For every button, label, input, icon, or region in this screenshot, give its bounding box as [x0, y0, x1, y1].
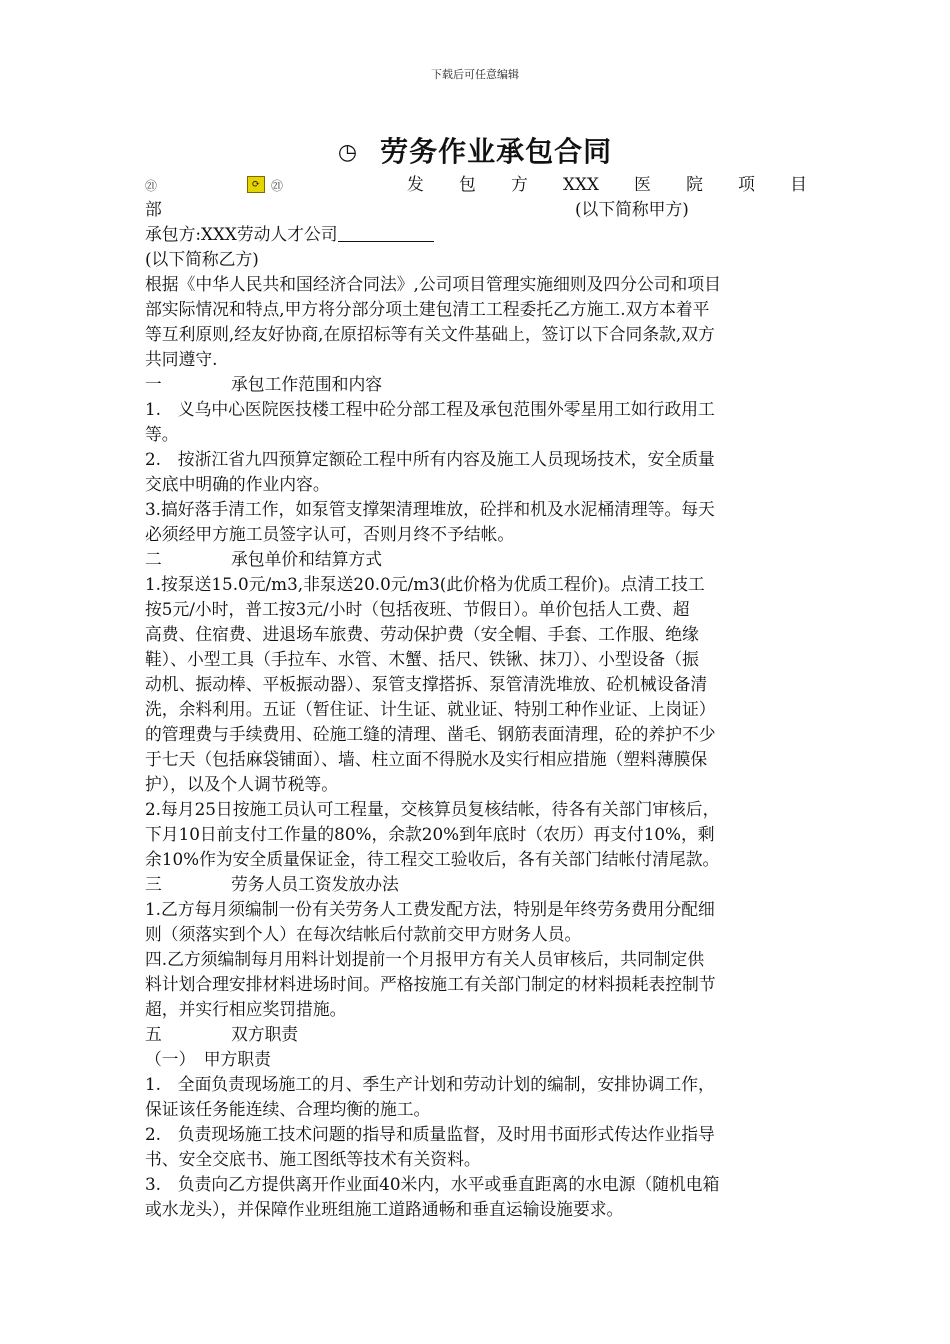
employer-char: 院 [686, 174, 703, 194]
employer-char: XXX [563, 174, 599, 194]
contractor-alias: (以下简称乙方) [145, 249, 259, 269]
section-line: 1.按泵送15.0元/m3,非泵送20.0元/m3(此价格为优质工程价)。点清工技工 [145, 574, 705, 594]
contractor-line [145, 222, 807, 247]
section-line: 1.乙方每月须编制一份有关劳务人工费发配方法，特别是年终劳务费用分配细 [145, 899, 715, 919]
section-line: 超，并实行相应奖罚措施。 [145, 999, 347, 1019]
section-line: 1. 义乌中心医院医技楼工程中砼分部工程及承包范围外零星用工如行政用工 [145, 399, 715, 419]
contract-title [0, 130, 950, 170]
section-line: 或水龙头），并保障作业班组施工道路通畅和垂直运输设施要求。 [145, 1199, 624, 1219]
section-line: 必须经甲方施工员签字认可，否则月终不予结帐。 [145, 524, 515, 544]
employer-cont: 部 [145, 199, 162, 219]
employer-char: 目 [790, 174, 807, 194]
contractor-name: 承包方:XXX劳动人才公司 [145, 224, 338, 244]
section-line: 鞋）、小型工具（手拉车、水管、木蟹、括尺、铁锹、抹刀）、小型设备（振 [145, 649, 699, 669]
section-line: 洗，余料利用。五证（暂住证、计生证、就业证、特别工种作业证、上岗证） [145, 699, 716, 719]
employer-alias: (以下简称甲方) [575, 199, 689, 219]
section-line: 书、安全交底书、施工图纸等技术有关资料。 [145, 1149, 481, 1169]
section-line: 按5元/小时，普工按3元/小时（包括夜班、节假日）。单价包括人工费、超 [145, 599, 690, 619]
section-line: （一） 甲方职责 [145, 1049, 271, 1069]
section-line: 料计划合理安排材料进场时间。严格按施工有关部门制定的材料损耗表控制节 [145, 974, 716, 994]
section-heading [145, 547, 807, 572]
circle-glyph-icon: ㉑ [145, 179, 158, 193]
employer-line [145, 172, 807, 197]
section-line: 余10%作为安全质量保证金，待工程交工验收后，各有关部门结帐付清尾款。 [145, 849, 720, 869]
employer-char: 发 [407, 174, 424, 194]
section-line: 等。 [145, 424, 179, 444]
section-line: 下月10日前支付工作量的80%，余款20%到年底时（农历）再支付10%，剩 [145, 824, 715, 844]
section-heading [145, 872, 807, 897]
section-heading [145, 372, 807, 397]
section-line: 则（须落实到个人）在每次结帐后付款前交甲方财务人员。 [145, 924, 582, 944]
section-line: 四.乙方须编制每月用料计划提前一个月报甲方有关人员审核后，共同制定供 [145, 949, 705, 969]
blank-underline [338, 223, 434, 242]
section-line: 动机、振动棒、平板振动器）、泵管支撑搭拆、泵管清洗堆放、砼机械设备清 [145, 674, 708, 694]
section-number: 二 [145, 549, 162, 569]
title-text: 劳务作业承包合同 [380, 135, 613, 168]
circle-glyph-icon: ㉑ [271, 179, 284, 193]
section-title: 劳务人员工资发放办法 [231, 874, 399, 894]
header-note: 下载后可任意编辑 [431, 68, 519, 81]
contract-sections [145, 372, 807, 1222]
employer-char: 医 [634, 174, 651, 194]
section-line: 于七天（包括麻袋铺面）、墙、柱立面不得脱水及实行相应措施（塑料薄膜保 [145, 749, 708, 769]
document-body [145, 172, 807, 1222]
section-line: 2. 按浙江省九四预算定额砼工程中所有内容及施工人员现场技术，安全质量 [145, 449, 715, 469]
stamp-icon: ⟳ [247, 176, 265, 193]
section-line: 交底中明确的作业内容。 [145, 474, 330, 494]
employer-name [407, 172, 807, 197]
intro-line: 部实际情况和特点,甲方将分部分项土建包清工工程委托乙方施工.双方本着平 [145, 299, 710, 319]
section-line: 高费、住宿费、进退场车旅费、劳动保护费（安全帽、手套、工作服、绝缘 [145, 624, 699, 644]
section-line: 保证该任务能连续、合理均衡的施工。 [145, 1099, 431, 1119]
section-line: 2. 负责现场施工技术问题的指导和质量监督，及时用书面形式传达作业指导 [145, 1124, 715, 1144]
intro-line: 共同遵守. [145, 349, 218, 369]
section-line: 1. 全面负责现场施工的月、季生产计划和劳动计划的编制，安排协调工作， [145, 1074, 715, 1094]
section-number: 五 [145, 1024, 162, 1044]
section-number: 一 [145, 374, 162, 394]
employer-line-cont [145, 197, 807, 222]
employer-char: 项 [738, 174, 755, 194]
intro-line: 根据《中华人民共和国经济合同法》,公司项目管理实施细则及四分公司和项目 [145, 274, 721, 294]
intro-line: 等互利原则,经友好协商,在原招标等有关文件基础上，签订以下合同条款,双方 [145, 324, 715, 344]
section-line: 2.每月25日按施工员认可工程量，交核算员复核结帐，待各有关部门审核后， [145, 799, 720, 819]
intro-paragraph [145, 272, 807, 372]
section-title: 双方职责 [231, 1024, 299, 1044]
section-line: 护），以及个人调节税等。 [145, 774, 338, 794]
section-number: 三 [145, 874, 162, 894]
section-heading [145, 1022, 807, 1047]
clock-icon: ◷ [337, 140, 359, 165]
section-title: 承包工作范围和内容 [231, 374, 383, 394]
employer-char: 包 [459, 174, 476, 194]
section-line: 3. 负责向乙方提供离开作业面40米内，水平或垂直距离的水电源（随机电箱 [145, 1174, 720, 1194]
section-line: 3.搞好落手清工作，如泵管支撑架清理堆放，砼拌和机及水泥桶清理等。每天 [145, 499, 715, 519]
section-line: 的管理费与手续费用、砼施工缝的清理、凿毛、钢筋表面清理，砼的养护不少 [145, 724, 716, 744]
employer-char: 方 [511, 174, 528, 194]
section-title: 承包单价和结算方式 [231, 549, 383, 569]
